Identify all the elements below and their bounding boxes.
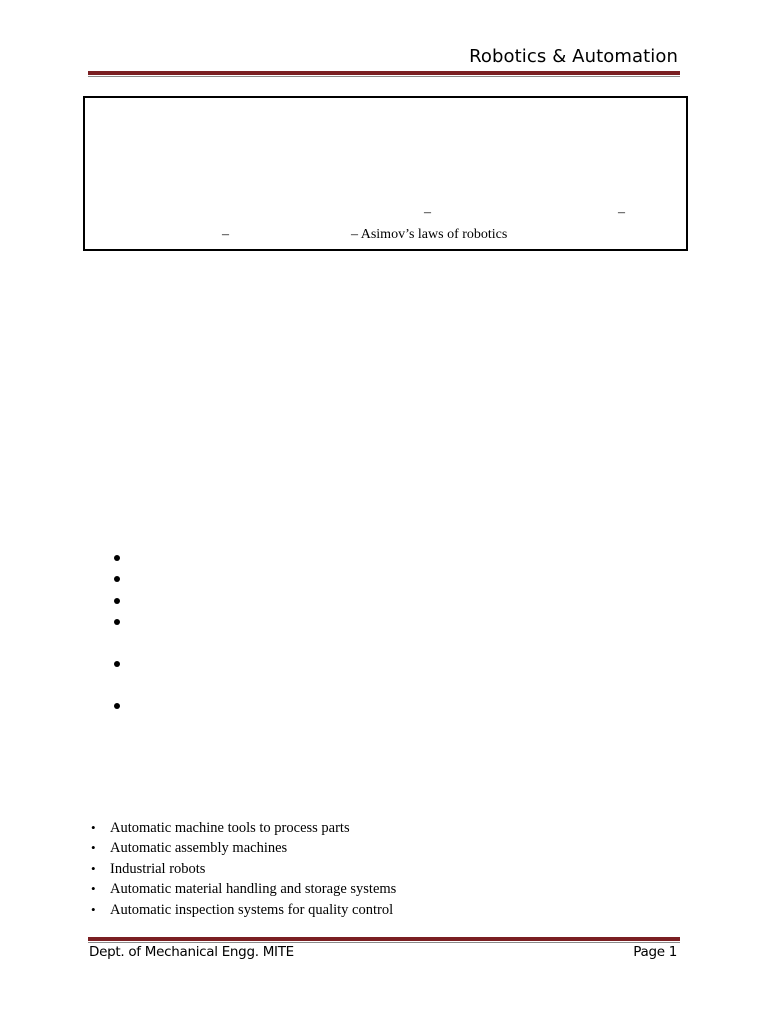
list-item <box>91 900 396 920</box>
automation-list <box>91 818 396 920</box>
list-item-text: Automatic inspection systems for quality control <box>110 901 394 918</box>
list-item-text: Automatic material handling and storage systems <box>110 881 397 898</box>
bullet-dot <box>114 576 120 582</box>
list-item-text: Automatic machine tools to process parts <box>110 820 350 836</box>
footer-page-number: Page 1 <box>633 944 677 960</box>
footer-rule-thick <box>88 937 680 941</box>
quote-attribution: – Asimov’s laws of robotics <box>351 227 508 242</box>
header-rule-thick <box>88 71 680 75</box>
bullet-icon: • <box>91 901 96 917</box>
bullet-icon: • <box>91 840 96 856</box>
list-item <box>91 879 396 899</box>
list-item <box>91 838 396 858</box>
bullet-dot <box>114 661 120 667</box>
list-item-text: Automatic assembly machines <box>110 840 288 857</box>
bullet-dot <box>114 703 120 709</box>
list-item <box>91 859 396 879</box>
quote-dash: – <box>618 205 625 220</box>
header-title: Robotics & Automation <box>469 46 678 67</box>
quote-dash: – <box>424 205 431 220</box>
bullet-icon: • <box>91 860 96 876</box>
list-item <box>91 818 396 838</box>
bullet-icon: • <box>91 820 96 835</box>
footer-department: Dept. of Mechanical Engg. MITE <box>89 944 294 960</box>
header-rule-thin <box>88 76 680 77</box>
bullet-dot <box>114 619 120 625</box>
bullet-icon: • <box>91 881 96 897</box>
quote-dash: – <box>222 227 229 242</box>
footer-rule-thin <box>88 942 680 943</box>
bullet-dot <box>114 555 120 561</box>
list-item-text: Industrial robots <box>110 860 206 877</box>
bullet-dot <box>114 598 120 604</box>
